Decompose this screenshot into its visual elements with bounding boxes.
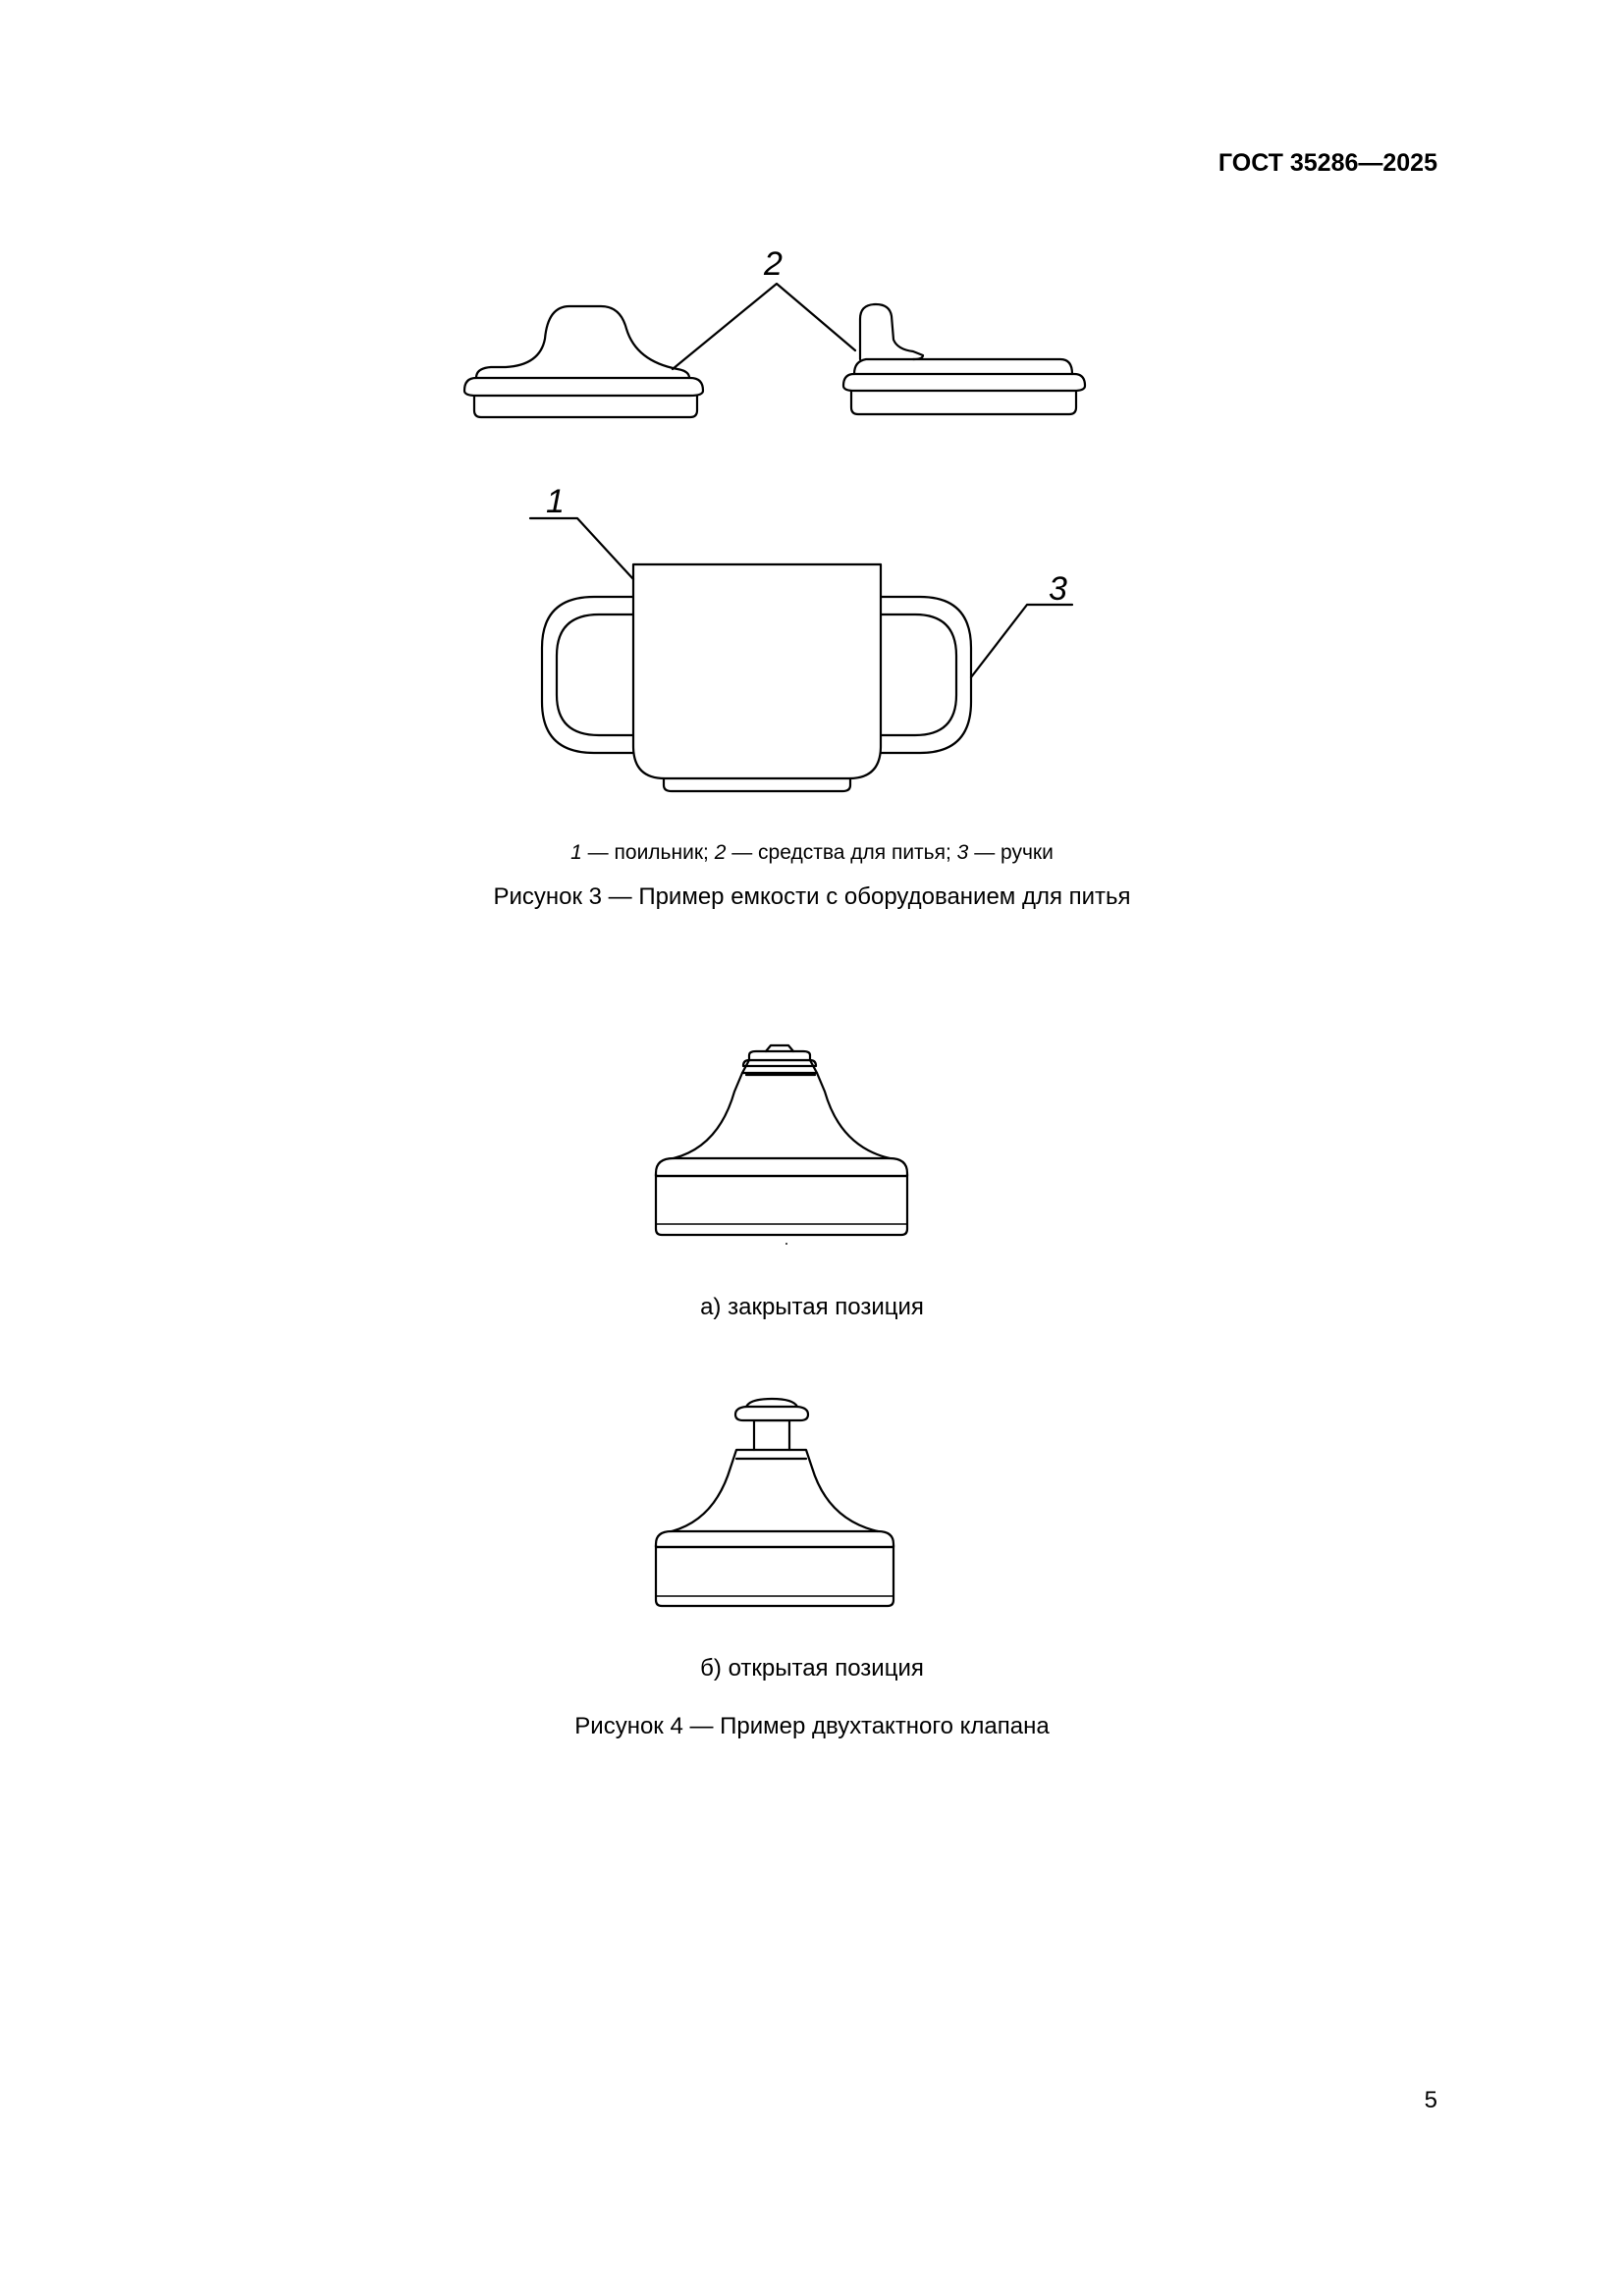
figure-4a-caption: а) закрытая позиция [700, 1294, 924, 1320]
figure-3-caption: Рисунок 3 — Пример емкости с оборудованием для питья [493, 883, 1131, 910]
figure-3-drawing [0, 0, 1624, 864]
figure-4-drawing [0, 1021, 1624, 1629]
page-number: 5 [1424, 2087, 1437, 2113]
cup [542, 564, 971, 791]
right-lid [843, 304, 1085, 414]
legend-text-2: — средства для питья; [726, 841, 957, 864]
figure-4b-caption: б) открытая позиция [700, 1655, 924, 1682]
callout-3-label: 3 [1049, 570, 1067, 608]
legend-num-2: 2 [714, 841, 727, 864]
legend-text-3: — ручки [968, 841, 1054, 864]
callout-1-label: 1 [546, 483, 565, 520]
figure-4-caption: Рисунок 4 — Пример двухтактного клапана [574, 1713, 1050, 1739]
legend-text-1: — поильник; [581, 841, 715, 864]
document-code: ГОСТ 35286—2025 [1218, 149, 1437, 177]
callout-2-leader [673, 284, 855, 369]
figure-3-legend [0, 841, 1624, 865]
callout-2-label: 2 [764, 245, 783, 283]
valve-open [656, 1399, 893, 1606]
legend-num-3: 3 [956, 841, 969, 864]
valve-closed [656, 1045, 907, 1244]
legend-num-1: 1 [570, 841, 582, 864]
callout-1-leader [530, 518, 633, 579]
left-lid [464, 306, 703, 417]
callout-3-leader [971, 605, 1072, 677]
